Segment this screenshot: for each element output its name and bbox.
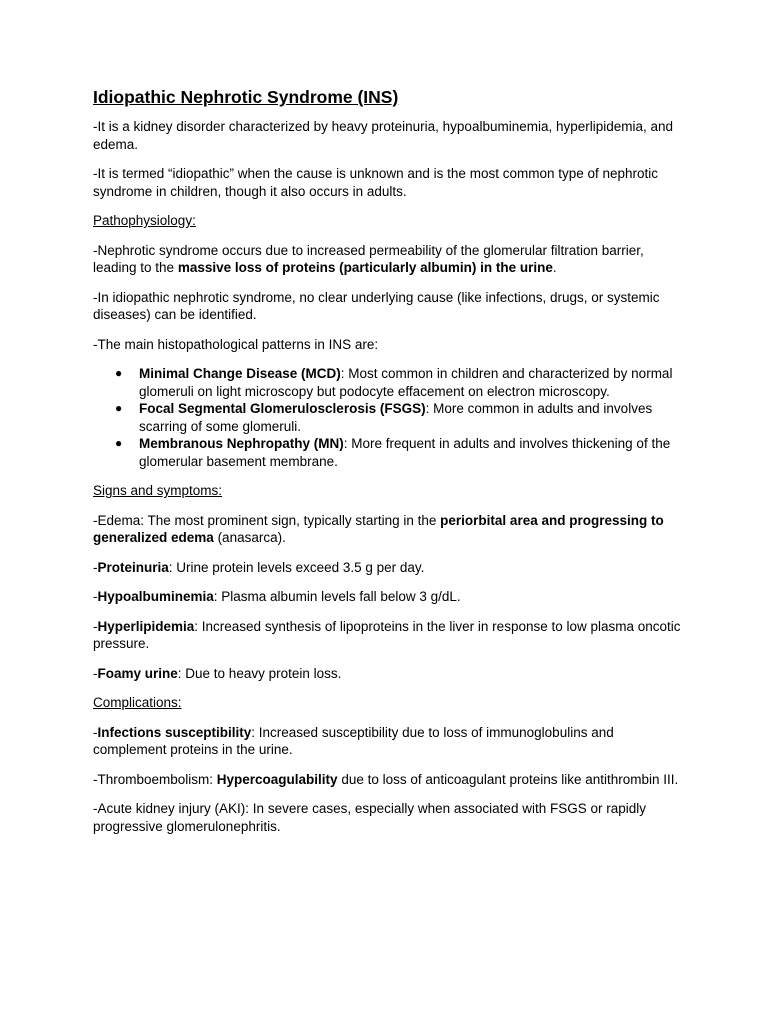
text-run: -Edema: The most prominent sign, typically starting in the [93,512,441,528]
text-run: - [93,724,98,740]
text-run: - [93,618,98,634]
list-item-mcd [93,365,683,400]
bold-text-run: Foamy urine [97,665,178,681]
hyperlipidemia-paragraph [93,618,683,653]
edema-paragraph [93,512,683,547]
pathophysiology-paragraph-1 [93,242,683,277]
bold-text-run: Hypercoagulability [216,771,338,787]
text-run: : More frequent in adults and involves thickening of the glomerular basement membrane. [139,436,671,469]
text-run: due to loss of anticoagulant proteins like antithrombin III. [337,771,679,787]
text-run: -Nephrotic syndrome occurs due to increased permeability of the glomerular filtration barrier, leading to the [93,242,644,275]
text-run: : Due to heavy protein loss. [177,665,342,681]
proteinuria-paragraph [93,559,683,577]
bullet-icon: ● [115,436,123,450]
text-run: - [93,559,98,575]
bold-text-run: Membranous Nephropathy (MN) [139,436,344,451]
text-run: : Increased susceptibility due to loss of immunoglobulins and complement proteins in the urine. [93,724,614,757]
text-run: . [552,260,557,275]
text-run: - [93,589,98,604]
infections-paragraph [93,724,683,759]
text-run: : Increased synthesis of lipoproteins in the liver in response to low plasma oncotic pressure. [93,618,681,651]
hypoalbuminemia-paragraph [93,588,683,606]
aki-paragraph: -Acute kidney injury (AKI): In severe cases, especially when associated with FSGS or rapidly progressive glomerulonephritis. [93,801,646,834]
complications-heading: Complications: [93,695,182,710]
pathophysiology-paragraph-3: -The main histopathological patterns in INS are: [93,336,379,352]
intro-paragraph-2: -It is termed “idiopathic” when the cause is unknown and is the most common type of nephrotic syndrome in children, though it also occurs in adults. [93,166,659,199]
bullet-icon: ● [115,366,123,380]
bold-text-run: Hyperlipidemia [97,618,195,634]
bold-text-run: Focal Segmental Glomerulosclerosis (FSGS) [139,401,426,416]
text-run: -Thromboembolism: [93,771,217,787]
pathophysiology-paragraph-2: -In idiopathic nephrotic syndrome, no clear underlying cause (like infections, drugs, or systemic diseases) can be identified. [93,289,660,322]
bold-text-run: massive loss of proteins (particularly albumin) in the urine [177,260,553,275]
list-item-mn [93,435,683,470]
document-page [93,86,683,847]
bullet-icon: ● [115,401,123,415]
page-title: Idiopathic Nephrotic Syndrome (INS) [93,87,399,107]
text-run: (anasarca). [213,530,286,545]
bold-text-run: Proteinuria [97,559,169,575]
foamy-urine-paragraph [93,665,683,683]
text-run: - [93,665,98,681]
pathophysiology-heading: Pathophysiology: [93,213,196,228]
text-run: : Urine protein levels exceed 3.5 g per day. [168,559,425,575]
bold-text-run: periorbital area and progressing to generalized edema [93,512,664,545]
text-run: : Plasma albumin levels fall below 3 g/dL. [213,589,461,604]
thromboembolism-paragraph [93,771,683,789]
bold-text-run: Hypoalbuminemia [97,589,214,604]
text-run: : Most common in children and characterized by normal glomeruli on light microscopy but podocyte effacement on electron microscopy. [139,366,673,399]
bold-text-run: Infections susceptibility [97,724,252,740]
histopathological-patterns-list [93,365,683,470]
bold-text-run: Minimal Change Disease (MCD) [139,366,341,381]
signs-heading: Signs and symptoms: [93,483,223,498]
text-run: : More common in adults and involves scarring of some glomeruli. [139,401,653,434]
list-item-fsgs [93,400,683,435]
intro-paragraph-1: -It is a kidney disorder characterized by heavy proteinuria, hypoalbuminemia, hyperlipidemia, and edema. [93,119,674,152]
